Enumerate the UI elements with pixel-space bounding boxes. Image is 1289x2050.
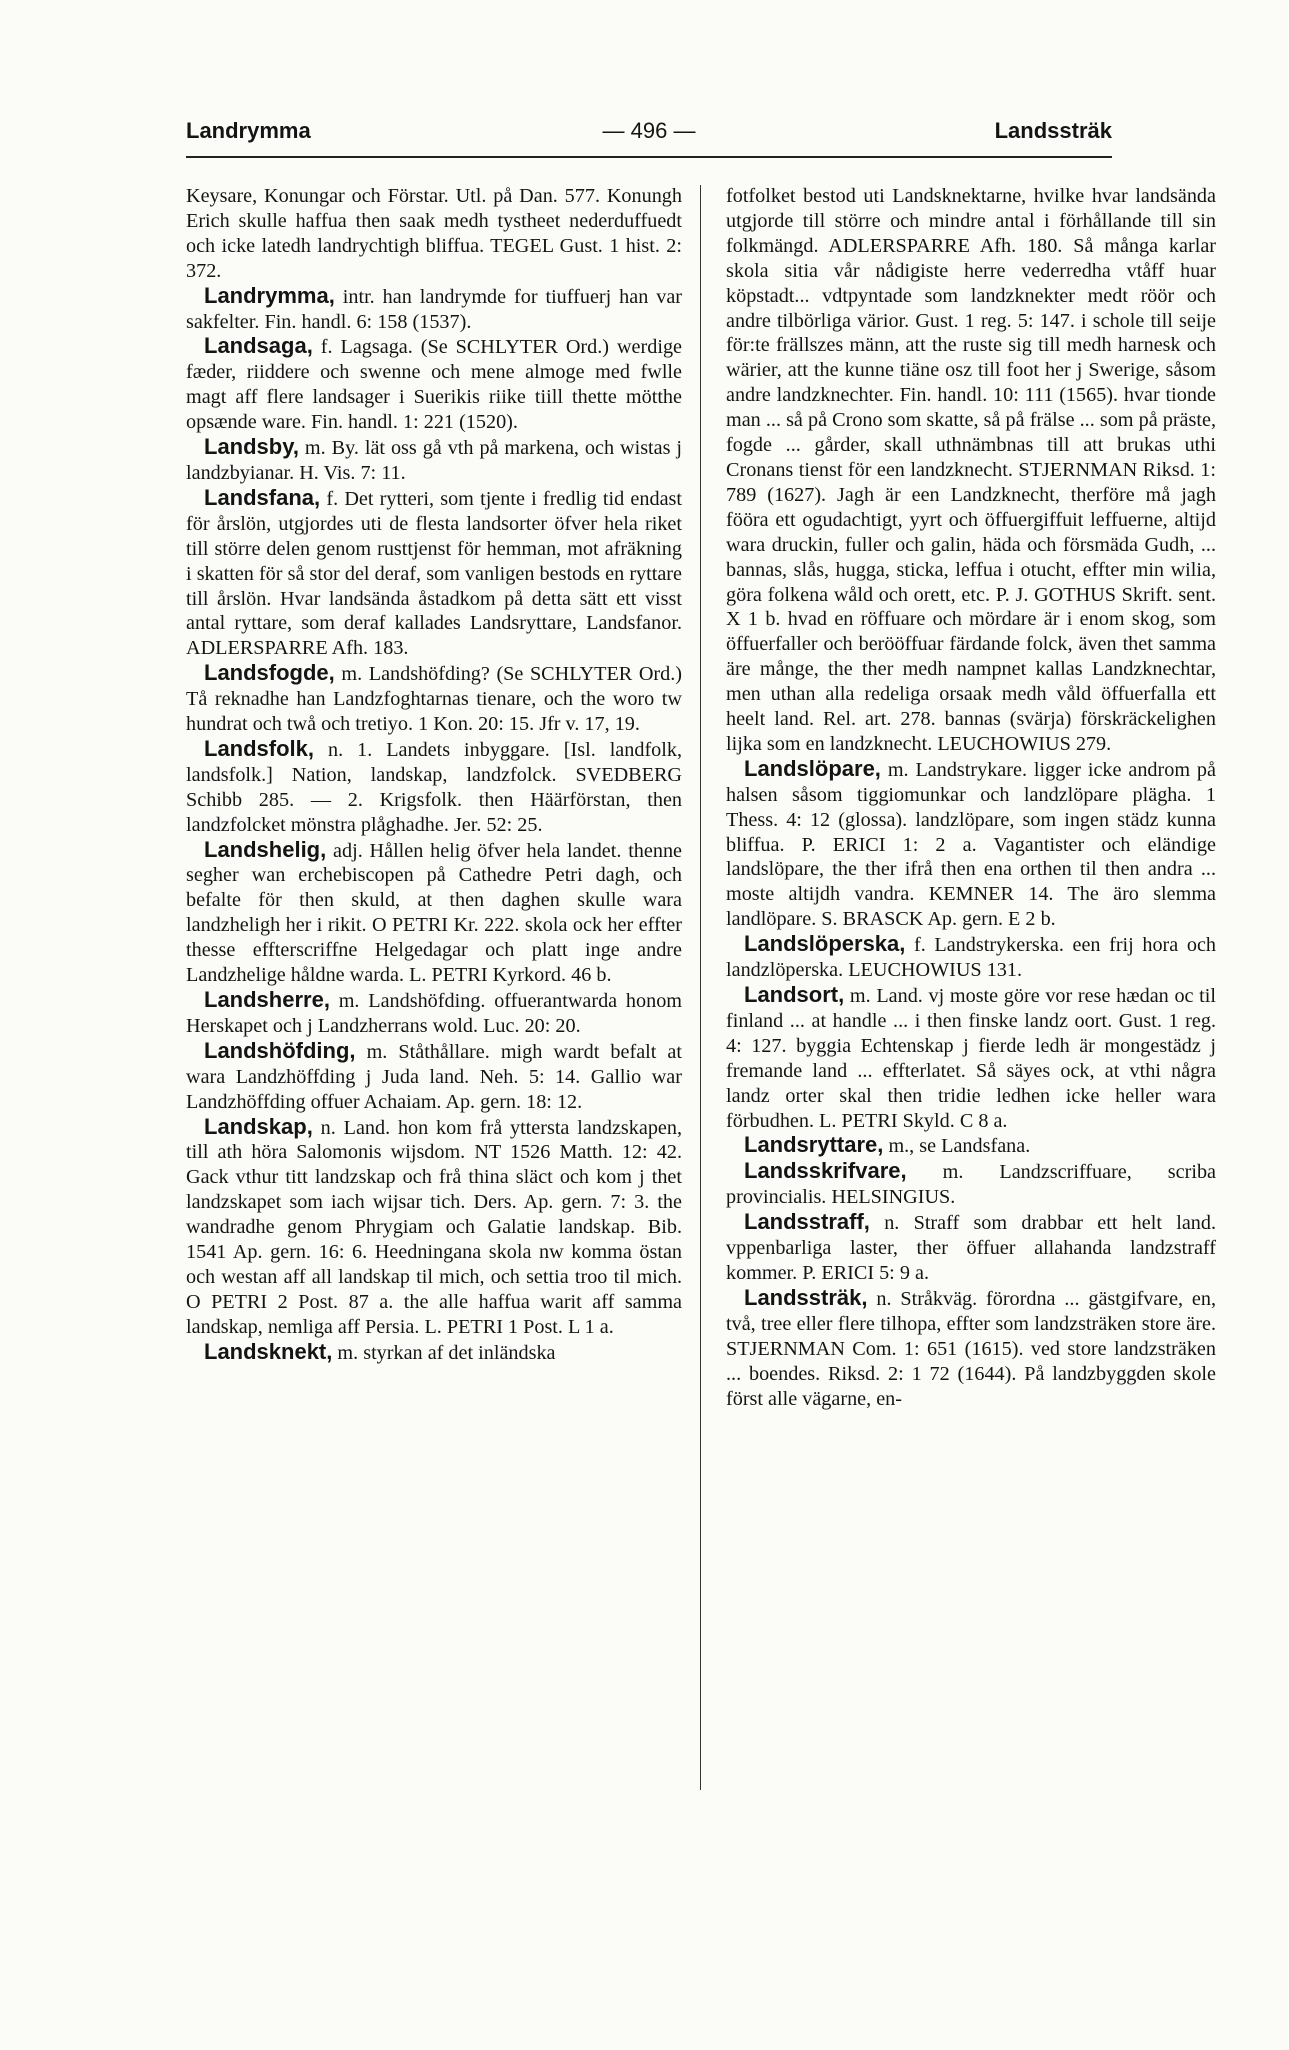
dictionary-entry: [186, 1115, 682, 1340]
headword: Landsherre,: [204, 987, 330, 1012]
entry-text: han landrymde for tiuffuerj han var sakfelter. Fin. handl. 6: 158 (1537).: [186, 285, 682, 333]
headword: Landskap,: [204, 1113, 313, 1139]
grammar-label: n.: [876, 1287, 892, 1310]
grammar-label: m.: [942, 1161, 964, 1184]
headword: Landsort,: [744, 982, 845, 1007]
grammar-label: n.: [884, 1212, 900, 1235]
dictionary-entry: [186, 1039, 682, 1115]
entry-text: Hållen helig öfver hela landet. thenne segher wan erchebiscopen på Cathedre Petri dagh, och befalte för then skuld, at then daghen skulle wara landzheligh her i rikit. O PETRI Kr. 222. skola ock her effter thesse effterscriffne Helgedagar och platt inge andre Landzhelige håldne warda. L. PETRI Kyrkord. 46 b.: [186, 839, 682, 987]
dictionary-entry: [186, 435, 682, 486]
entry-text: Landstrykerska. een frij hora och landzlöperska. LEUCHOWIUS 131.: [726, 934, 1216, 982]
dictionary-entry: [186, 661, 682, 737]
entry-text: Ståthållare. migh wardt befalt at wara Landzhöffding j Juda land. Neh. 5: 14. Gallio war Landzhöffding offuer Achaiam. Ap. gern. 18: 12.: [186, 1040, 682, 1113]
header-right-guideword: Landssträk: [994, 118, 1112, 143]
headword: Landslöperska,: [744, 931, 906, 957]
headword: Landsknekt,: [204, 1338, 333, 1364]
grammar-label: m.,: [888, 1135, 915, 1158]
headword: Landrymma,: [204, 282, 335, 308]
grammar-label: intr.: [342, 285, 375, 308]
page-number: — 496 —: [602, 118, 696, 143]
grammar-label: m.: [887, 758, 909, 781]
grammar-label: m.: [366, 1040, 388, 1063]
left-column: [186, 184, 682, 1794]
entry-text: Land. hon kom frå yttersta landzskapen, till ath höra Salomonis wijsdom. NT 1526 Matth. 12: 42. Gack vthur titt landzskap och frå thina släct och kom j thet landzskapet som iach wijsar tich. Ders. Ap. gern. 7: 3. the wandradhe genom Phrygiam och Galatie landskap. Bib. 1541 Ap. gern. 16: 6. Heedningana skola nw komma östan och westan aff all landskap til mich, och settia troo til mich. O PETRI 2 Post. 87 a. the alle haffua warit aff samma landskap, nemliga aff Persia. L. PETRI 1 Post. L 1 a.: [186, 1116, 682, 1338]
grammar-label: f.: [320, 336, 333, 359]
dictionary-entry: [726, 983, 1216, 1133]
headword: Landsaga,: [204, 333, 313, 359]
headword: Landsryttare,: [744, 1132, 884, 1158]
dictionary-entry: [186, 334, 682, 435]
headword: Landsfogde,: [204, 660, 335, 686]
entry-text: Keysare, Konungar och Förstar. Utl. på Dan. 577. Konungh Erich skulle haffua then saak medh tystheet nederduffuedt och icke latedh landrychtigh bliffua. TEGEL Gust. 1 hist. 2: 372.: [186, 185, 682, 282]
entry-text: Landshöfding. offuerantwarda honom Herskapet och j Landzherrans wold. Luc. 20: 20.: [186, 990, 682, 1037]
right-column: [726, 184, 1216, 1794]
dictionary-entry: [186, 184, 682, 284]
grammar-label: m.: [341, 663, 363, 686]
dictionary-entry: [726, 1159, 1216, 1210]
entry-text: Stråkväg. förordna ... gästgifvare, en, två, tree eller flere tilhopa, effter som landzsträken store äre. STJERNMAN Com. 1: 651 (1615). ved store landzsträken ... boendes. Riksd. 2: 1 72 (1644). På landzbyggden skole först alle vägarne, en-: [726, 1287, 1216, 1410]
entry-text: Lagsaga. (Se SCHLYTER Ord.) werdige fæder, riiddere och swenne och mene almoge med fwlle magt aff flere landsager i Suerikis riike tiill thette mötthe opsænde ware. Fin. handl. 1: 221 (1520).: [186, 336, 682, 434]
dictionary-entry: [186, 988, 682, 1039]
headword: Landslöpare,: [744, 755, 881, 781]
running-header: [186, 118, 1112, 150]
entry-text: Straff som drabbar ett helt land. vppenbarliga laster, ther öffuer allahanda landzstraff kommer. P. ERICI 5: 9 a.: [726, 1212, 1216, 1284]
headword: Landsfana,: [204, 484, 321, 510]
dictionary-entry: [726, 184, 1216, 757]
headword: Landsby,: [204, 434, 299, 460]
headword: Landssträk,: [744, 1284, 868, 1310]
dictionary-entry: [726, 932, 1216, 983]
dictionary-entry: [186, 486, 682, 661]
entry-text: 1. Landets inbyggare. [Isl. landfolk, landsfolk.] Nation, landskap, landzfolck. SVEDBERG Schibb 285. — 2. Krigsfolk. then Häärförstan, then landzfolcket mönstra plåghadhe. Jer. 52: 25.: [186, 738, 682, 836]
headword: Landshelig,: [204, 836, 327, 862]
entry-text: Det rytteri, som tjente i fredlig tid endast för årslön, utgjordes uti de flesta landsorter öfver hela riket till större delen genom rusttjenst för hemman, mot afräkning i skatten för så stor del deraf, som vanligen bestods en ryttare till årslön. Hvar landsända åstadkom på detta sätt ett visst antal ryttare, som deraf kallades Landsryttare, Landsfanor. ADLERSPARRE Afh. 183.: [186, 487, 682, 660]
dictionary-entry: [726, 757, 1216, 932]
entry-text: Land. vj moste göre vor rese hædan oc til finland ... at handle ... i then finske landz oort. Gust. 1 reg. 4: 127. byggia Echtenskap j fierde ledh är mongestädz j fremande land ... effterlatet. Så säyes ock, at vthi några landz orter skal then tridie ledhen icke heller wara förbudhen. L. PETRI Skyld. C 8 a.: [726, 985, 1216, 1132]
headword: Landsskrifvare,: [744, 1158, 907, 1184]
headword: Landshöfding,: [204, 1037, 356, 1063]
entry-text: By. lät oss gå vth på markena, och wistas j landzbyianar. H. Vis. 7: 11.: [186, 437, 682, 484]
grammar-label: f.: [914, 934, 926, 957]
grammar-label: n.: [320, 1116, 336, 1139]
grammar-label: adj.: [333, 839, 363, 862]
entry-text: Landshöfding? (Se SCHLYTER Ord.) Tå reknadhe han Landzfoghtarnas tienare, och the woro tw hundrat och twå och tretiyo. 1 Kon. 20: 15. Jfr v. 17, 19.: [186, 663, 682, 736]
grammar-label: m.: [338, 990, 360, 1012]
dictionary-entry: [186, 284, 682, 335]
dictionary-entry: [726, 1133, 1216, 1159]
grammar-label: m.: [337, 1341, 359, 1364]
header-left-guideword: Landrymma: [186, 118, 311, 143]
entry-text: Landzscriffuare, scriba provincialis. HELSINGIUS.: [726, 1161, 1216, 1209]
entry-text: styrkan af det inländska: [363, 1341, 556, 1364]
grammar-label: m.: [849, 985, 871, 1007]
header-rule: [186, 156, 1112, 158]
column-divider: [700, 185, 701, 1790]
grammar-label: m.: [304, 437, 326, 460]
entry-text: Landstrykare. ligger icke androm på halsen såsom tiggiomunkar och landzlöpare plägha. 1 Thess. 4: 12 (glossa). landzlöpare, som ingen städz kunna bliffua. P. ERICI 1: 2 a. Vagantister och eländige landslöpare, the ther ifrå then ena orthen til then andra ... moste altijdh vandra. KEMNER 14. The äro slemma landlöpare. S. BRASCK Ap. gern. E 2 b.: [726, 758, 1216, 931]
entry-text: fotfolket bestod uti Landsknektarne, hvilke hvar landsända utgjorde till större och mindre antal i förhållande till sin folkmängd. ADLERSPARRE Afh. 180. Så många karlar skola sitia vår nådigiste herre vederredha vtåff huar köpstadt... vdtpyntade som landzknekter medt röör och andre tilbörliga värior. Gust. 1 reg. 5: 147. i schole till seije för:te frällszes männ, att the ruste sig till medh harnesk och wärier, att the kunne tiäne osz till foot her j Swerige, såsom andre landzknechter. Fin. handl. 10: 111 (1565). hvar tionde man ... så på Crono som skatte, så på frälse ... som på präste, fogde ... gårder, skall uthnämbnas till att brukas uthi Cronans tienst för een landzknecht. STJERNMAN Riksd. 1: 789 (1627). Jagh är een Landzknecht, therföre må jagh fööra ett ogudachtigt, yyrt och öffuergiffuit leffuerne, altijd wara druckin, fuller och galin, häda och försmäda Gudh, ... bannas, slås, hugga, sticka, leffua i otucht, effter min wilia, göra folkena wåld och orett, etc. P. J. GOTHUS Skrift. sent. X 1 b. hvad en röffuare och mördare är i enom skog, som öffuerfaller och berööffuar färdande folck, även thet samma äre månge, the ther medh nampnet kallas Landzknechtar, men uthan alla redeliga orsaak medh våld öffuerfalla ett heelt land. Rel. art. 278. bannas (svärja) förskräckelighen lijka som en landzknecht. LEUCHOWIUS 279.: [726, 185, 1216, 755]
grammar-label: n.: [327, 738, 344, 761]
dictionary-entry: [726, 1210, 1216, 1286]
dictionary-entry: [186, 1340, 682, 1366]
grammar-label: f.: [326, 487, 339, 510]
headword: Landsstraff,: [744, 1209, 870, 1235]
headword: Landsfolk,: [204, 735, 315, 761]
entry-text: se Landsfana.: [919, 1135, 1031, 1158]
dictionary-entry: [186, 838, 682, 988]
dictionary-entry: [186, 737, 682, 838]
dictionary-entry: [726, 1286, 1216, 1412]
